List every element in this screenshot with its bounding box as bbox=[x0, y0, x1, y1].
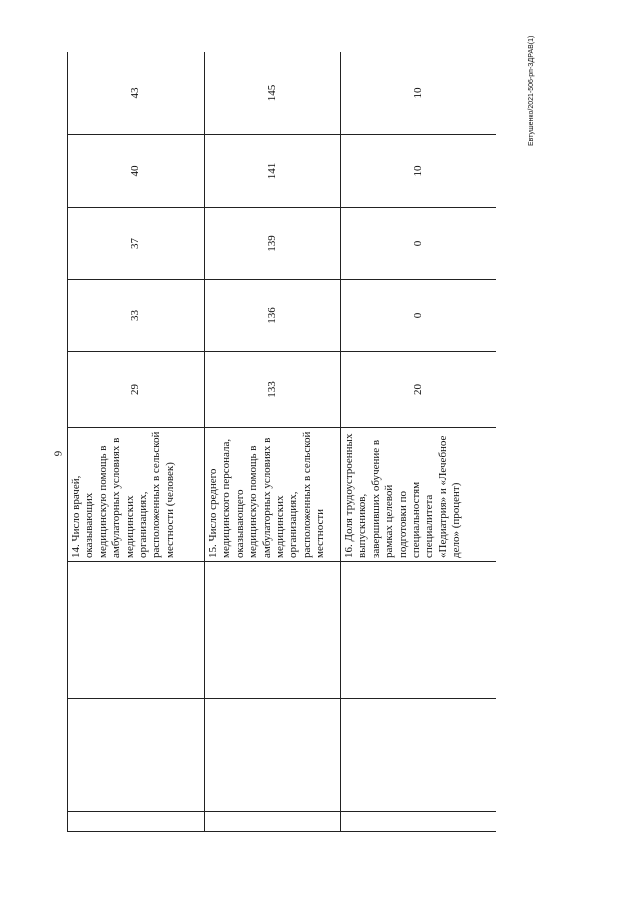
value-cell: 0 bbox=[341, 208, 497, 280]
indicators-table bbox=[67, 52, 496, 832]
table-row bbox=[205, 52, 341, 832]
value-cell: 136 bbox=[205, 280, 341, 352]
indicator-cell: 15. Число среднего медицинского персонала, оказывающего медицинскую помощь в амбулаторных условиях в медицинских организациях, расположенных в сельской местности bbox=[205, 428, 341, 562]
value-cell: 10 bbox=[341, 135, 497, 208]
blank-cell bbox=[205, 699, 341, 812]
value-cell: 29 bbox=[68, 352, 205, 428]
value-cell: 43 bbox=[68, 52, 205, 135]
indicator-cell: 14. Число врачей, оказывающих медицинскую помощь в амбулаторных условиях в медицинских организациях, расположенных в сельской местности (человек) bbox=[68, 428, 205, 562]
value-cell: 33 bbox=[68, 280, 205, 352]
value-cell: 133 bbox=[205, 352, 341, 428]
table-row bbox=[68, 52, 205, 832]
blank-cell bbox=[68, 812, 205, 832]
value-cell: 145 bbox=[205, 52, 341, 135]
blank-cell bbox=[68, 562, 205, 699]
blank-cell bbox=[341, 699, 497, 812]
page-number: 6 bbox=[51, 450, 64, 457]
blank-cell bbox=[68, 699, 205, 812]
rotated-table-container bbox=[67, 52, 496, 832]
value-cell: 10 bbox=[341, 52, 497, 135]
value-cell: 40 bbox=[68, 135, 205, 208]
blank-cell bbox=[341, 812, 497, 832]
data-table-frame bbox=[67, 52, 496, 832]
blank-cell bbox=[341, 562, 497, 699]
value-cell: 0 bbox=[341, 280, 497, 352]
table-row bbox=[341, 52, 497, 832]
value-cell: 141 bbox=[205, 135, 341, 208]
value-cell: 139 bbox=[205, 208, 341, 280]
document-registration-note: Евтушенко/2021-506-рп-ЗДРАВ(1) bbox=[528, 35, 535, 146]
value-cell: 20 bbox=[341, 352, 497, 428]
value-cell: 37 bbox=[68, 208, 205, 280]
blank-cell bbox=[205, 812, 341, 832]
indicator-cell: 16. Доля трудоустроенных выпускников, завершивших обучение в рамках целевой подготовки по специальностям специалитета «Педиатрия» и «Лечебное дело» (процент) bbox=[341, 428, 497, 562]
blank-cell bbox=[205, 562, 341, 699]
